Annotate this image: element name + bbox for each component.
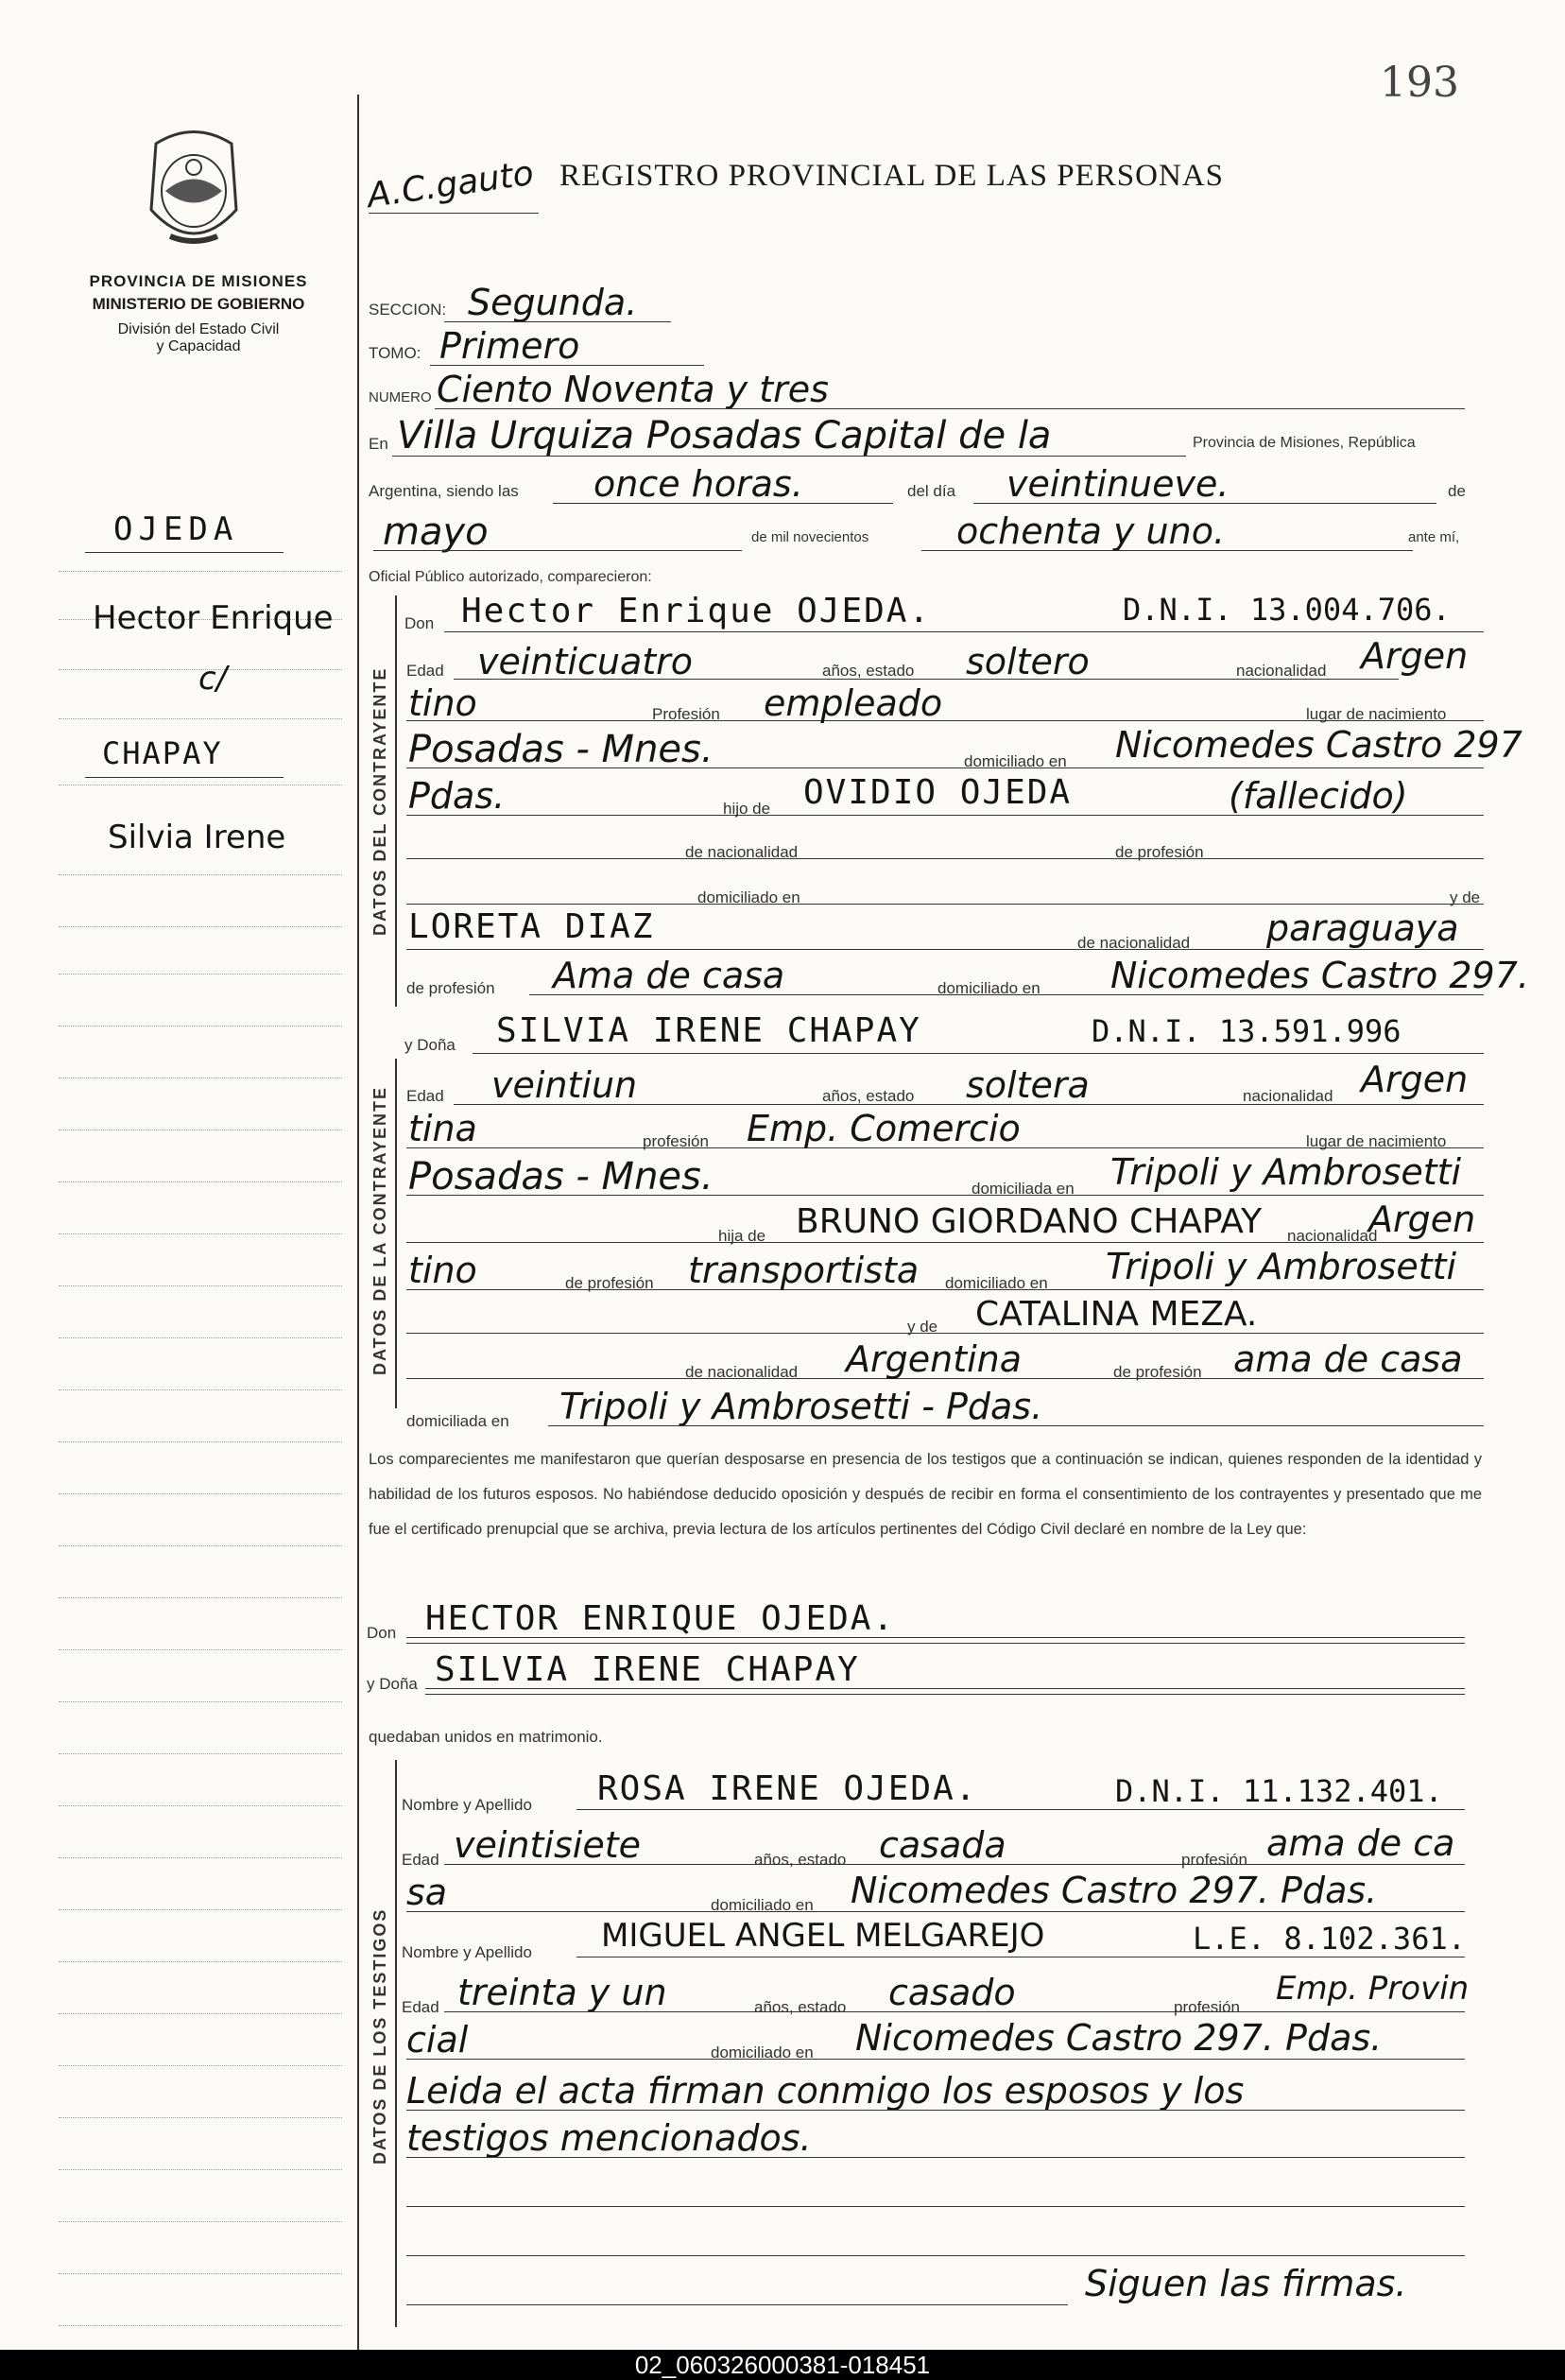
t2-edad-label: Edad <box>402 1998 439 2016</box>
witness2-name: MIGUEL ANGEL MELGAREJO <box>601 1917 1045 1955</box>
bride-dom-label: domiciliada en <box>972 1180 1075 1198</box>
t1-anios-label: años, estado <box>754 1851 847 1869</box>
bride-nac-cont: tina <box>408 1108 477 1149</box>
bride-prof-label: profesión <box>643 1132 709 1150</box>
groom-father: OVIDIO OJEDA <box>803 773 1073 812</box>
groom-mother-prof: Ama de casa <box>553 955 785 996</box>
witness1-estado: casada <box>879 1824 1006 1866</box>
groom-hijo-label: hijo de <box>723 800 771 818</box>
bride-mother-dom-label: domiciliada en <box>406 1412 509 1430</box>
groom-mother-prof-label: de profesión <box>406 979 495 997</box>
groom-father-deceased: (fallecido) <box>1229 775 1408 817</box>
margin-con: c/ <box>198 660 228 698</box>
t2-prof-label: profesión <box>1174 1998 1240 2016</box>
seccion-label: SECCION: <box>369 301 447 319</box>
witness1-name: ROSA IRENE OJEDA. <box>597 1769 978 1808</box>
groom-dom-label: domiciliado en <box>964 752 1067 770</box>
tomo-value: Primero <box>439 325 580 367</box>
de-label: de <box>1448 482 1466 500</box>
witness1-dni: D.N.I. 11.132.401. <box>1115 1773 1443 1809</box>
bride-edad-label: Edad <box>406 1087 444 1105</box>
margin-name-bride: Silvia Irene <box>108 819 286 856</box>
bride-lugar-nac-label: lugar de nacimiento <box>1306 1132 1447 1150</box>
bride-father-nac: Argen <box>1368 1199 1476 1240</box>
dia-value: veintinueve. <box>1006 463 1230 505</box>
witness2-estado: casado <box>888 1972 1016 2013</box>
groom-father-prof-label: de profesión <box>1115 843 1204 861</box>
groom-edad: veinticuatro <box>477 641 693 682</box>
groom-mother-nac: paraguaya <box>1266 907 1459 949</box>
numero-label: NUMERO <box>369 389 432 405</box>
mes-value: mayo <box>383 510 489 554</box>
decl-quedaban: quedaban unidos en matrimonio. <box>369 1728 603 1746</box>
bride-mother-nac: Argentina <box>846 1338 1023 1380</box>
groom-father-nac-label: de nacionalidad <box>685 843 799 861</box>
groom-mother-dom: Nicomedes Castro 297. <box>1110 955 1529 996</box>
numero-value: Ciento Noventa y tres <box>437 369 829 410</box>
seccion-value: Segunda. <box>468 282 638 323</box>
margin-surname-bride: CHAPAY <box>102 735 223 771</box>
bride-father-prof-label: de profesión <box>565 1274 654 1292</box>
closing-note-line1: Leida el acta firman conmigo los esposos y los <box>406 2070 1245 2112</box>
groom-nac-label: nacionalidad <box>1236 662 1327 680</box>
ante-label: ante mí, <box>1408 529 1460 545</box>
witness1-edad: veintisiete <box>454 1824 641 1866</box>
t1-prof-label: profesión <box>1181 1851 1247 1869</box>
groom-lugar-nac: Posadas - Mnes. <box>408 728 714 771</box>
decl-don-label: Don <box>367 1624 397 1642</box>
groom-dom: Nicomedes Castro 297 <box>1115 724 1522 766</box>
t1-nombre-label: Nombre y Apellido <box>402 1796 532 1814</box>
bride-anios-label: años, estado <box>822 1087 915 1105</box>
decl-groom: HECTOR ENRIQUE OJEDA. <box>425 1599 896 1638</box>
t2-anios-label: años, estado <box>754 1998 847 2016</box>
witness2-prof: Emp. Provin <box>1276 1970 1470 2008</box>
groom-mother-nac-label: de nacionalidad <box>1077 934 1191 952</box>
en-label: En <box>369 435 388 453</box>
witness2-prof-cont: cial <box>406 2019 469 2061</box>
initials-stamp: A.C.gauto <box>365 153 537 216</box>
bride-nac: Argen <box>1361 1059 1469 1100</box>
contrayenta-section-label: DATOS DE LA CONTRAYENTE <box>370 1085 389 1375</box>
groom-y-de-label: y de <box>1450 888 1481 906</box>
dia-label: del día <box>907 482 956 500</box>
argentina-label: Argentina, siendo las <box>369 482 519 500</box>
document-title: REGISTRO PROVINCIAL DE LAS PERSONAS <box>559 159 1225 193</box>
groom-prof-label: Profesión <box>652 705 720 723</box>
lugar-value: Villa Urquiza Posadas Capital de la <box>397 414 1052 457</box>
witness2-le: L.E. 8.102.361. <box>1193 1921 1466 1957</box>
groom-estado: soltero <box>966 641 1090 682</box>
groom-nac-cont: tino <box>408 682 477 724</box>
witness1-prof: ama de ca <box>1266 1822 1455 1864</box>
t1-dom-label: domiciliado en <box>711 1896 814 1914</box>
don-label: Don <box>404 614 435 632</box>
bride-dni: D.N.I. 13.591.996 <box>1092 1013 1402 1049</box>
closing-note-line2: testigos mencionados. <box>406 2117 812 2159</box>
provincia-label: Provincia de Misiones, República <box>1193 435 1416 451</box>
org-capacity: y Capacidad <box>156 338 241 354</box>
testigos-section-label: DATOS DE LOS TESTIGOS <box>370 1907 389 2164</box>
groom-dni: D.N.I. 13.004.706. <box>1123 592 1451 628</box>
tomo-label: TOMO: <box>369 344 421 362</box>
scan-id-footer: 02_060326000381-018451 <box>0 2350 1565 2380</box>
bride-dom: Tripoli y Ambrosetti <box>1110 1151 1462 1193</box>
bride-y-de-label: y de <box>907 1318 938 1336</box>
t1-edad-label: Edad <box>402 1851 439 1869</box>
margin-name-groom: Hector Enrique <box>93 599 334 637</box>
page-number: 193 <box>1380 59 1459 107</box>
bride-estado: soltera <box>966 1064 1090 1106</box>
coat-of-arms-seal <box>142 125 246 257</box>
t2-nombre-label: Nombre y Apellido <box>402 1943 532 1961</box>
groom-mother-dom-label: domiciliado en <box>937 979 1040 997</box>
org-division: División del Estado Civil <box>117 321 280 337</box>
groom-name: Hector Enrique OJEDA. <box>461 592 932 630</box>
margin-surname-groom: OJEDA <box>113 510 239 548</box>
groom-father-dom-label: domiciliado en <box>697 888 800 906</box>
groom-prof: empleado <box>764 682 943 724</box>
bride-prof: Emp. Comercio <box>747 1108 1021 1149</box>
groom-anios-label: años, estado <box>822 662 915 680</box>
bride-mother: CATALINA MEZA. <box>975 1295 1258 1334</box>
t2-dom-label: domiciliado en <box>711 2044 814 2061</box>
bride-father-nac-cont: tino <box>408 1250 477 1291</box>
bride-name: SILVIA IRENE CHAPAY <box>496 1011 921 1050</box>
witness2-dom: Nicomedes Castro 297. Pdas. <box>855 2017 1383 2059</box>
oficial-label: Oficial Público autorizado, comparecieron: <box>369 569 652 585</box>
bride-father-nac-label: nacionalidad <box>1287 1227 1378 1245</box>
decl-dona-label: y Doña <box>367 1675 418 1693</box>
witness1-dom: Nicomedes Castro 297. Pdas. <box>851 1870 1378 1911</box>
dona-label: y Doña <box>404 1036 456 1054</box>
witness1-prof-cont: sa <box>406 1871 448 1913</box>
groom-nac: Argen <box>1361 635 1469 677</box>
bride-mother-prof-label: de profesión <box>1113 1363 1202 1381</box>
witness2-edad: treinta y un <box>457 1972 667 2013</box>
bride-hija-label: hija de <box>718 1227 766 1245</box>
decl-bride: SILVIA IRENE CHAPAY <box>435 1650 860 1689</box>
contrayente-section-label: DATOS DEL CONTRAYENTE <box>370 666 389 936</box>
bride-nac-label: nacionalidad <box>1243 1087 1333 1105</box>
bride-mother-dom: Tripoli y Ambrosetti - Pdas. <box>559 1386 1043 1427</box>
org-ministry: MINISTERIO DE GOBIERNO <box>92 295 305 313</box>
groom-edad-label: Edad <box>406 662 444 680</box>
bride-father-dom: Tripoli y Ambrosetti <box>1106 1246 1457 1287</box>
declaration-paragraph: Los comparecientes me manifestaron que querían desposarse en presencia de los testigos que a continuación se indican, quienes responden de la identidad y habilidad de los futuros esposos. No habiéndose deducido oposición y después de recibir en forma el consentimiento de los contrayentes y presentado que me fue el certificado prenupcial que se archiva, previa lectura de los artículos pertinentes del Código Civil declaré en nombre de la Ley que: <box>369 1451 1482 1538</box>
bride-edad: veintiun <box>491 1064 638 1106</box>
anio-value: ochenta y uno. <box>956 510 1226 552</box>
mil-label: de mil novecientos <box>751 529 869 545</box>
bride-father: BRUNO GIORDANO CHAPAY <box>796 1202 1263 1241</box>
hora-value: once horas. <box>593 463 803 505</box>
groom-mother: LORETA DIAZ <box>408 907 655 946</box>
signatures-follow: Siguen las firmas. <box>1085 2263 1407 2304</box>
groom-dom-cont: Pdas. <box>408 775 506 817</box>
bride-father-prof: transportista <box>688 1250 920 1291</box>
bride-father-dom-label: domiciliado en <box>945 1274 1048 1292</box>
bride-mother-nac-label: de nacionalidad <box>685 1363 799 1381</box>
bride-lugar-nac: Posadas - Mnes. <box>408 1155 714 1199</box>
groom-lugar-nac-label: lugar de nacimiento <box>1306 705 1447 723</box>
org-province: PROVINCIA DE MISIONES <box>89 272 308 290</box>
bride-mother-prof: ama de casa <box>1233 1338 1463 1380</box>
